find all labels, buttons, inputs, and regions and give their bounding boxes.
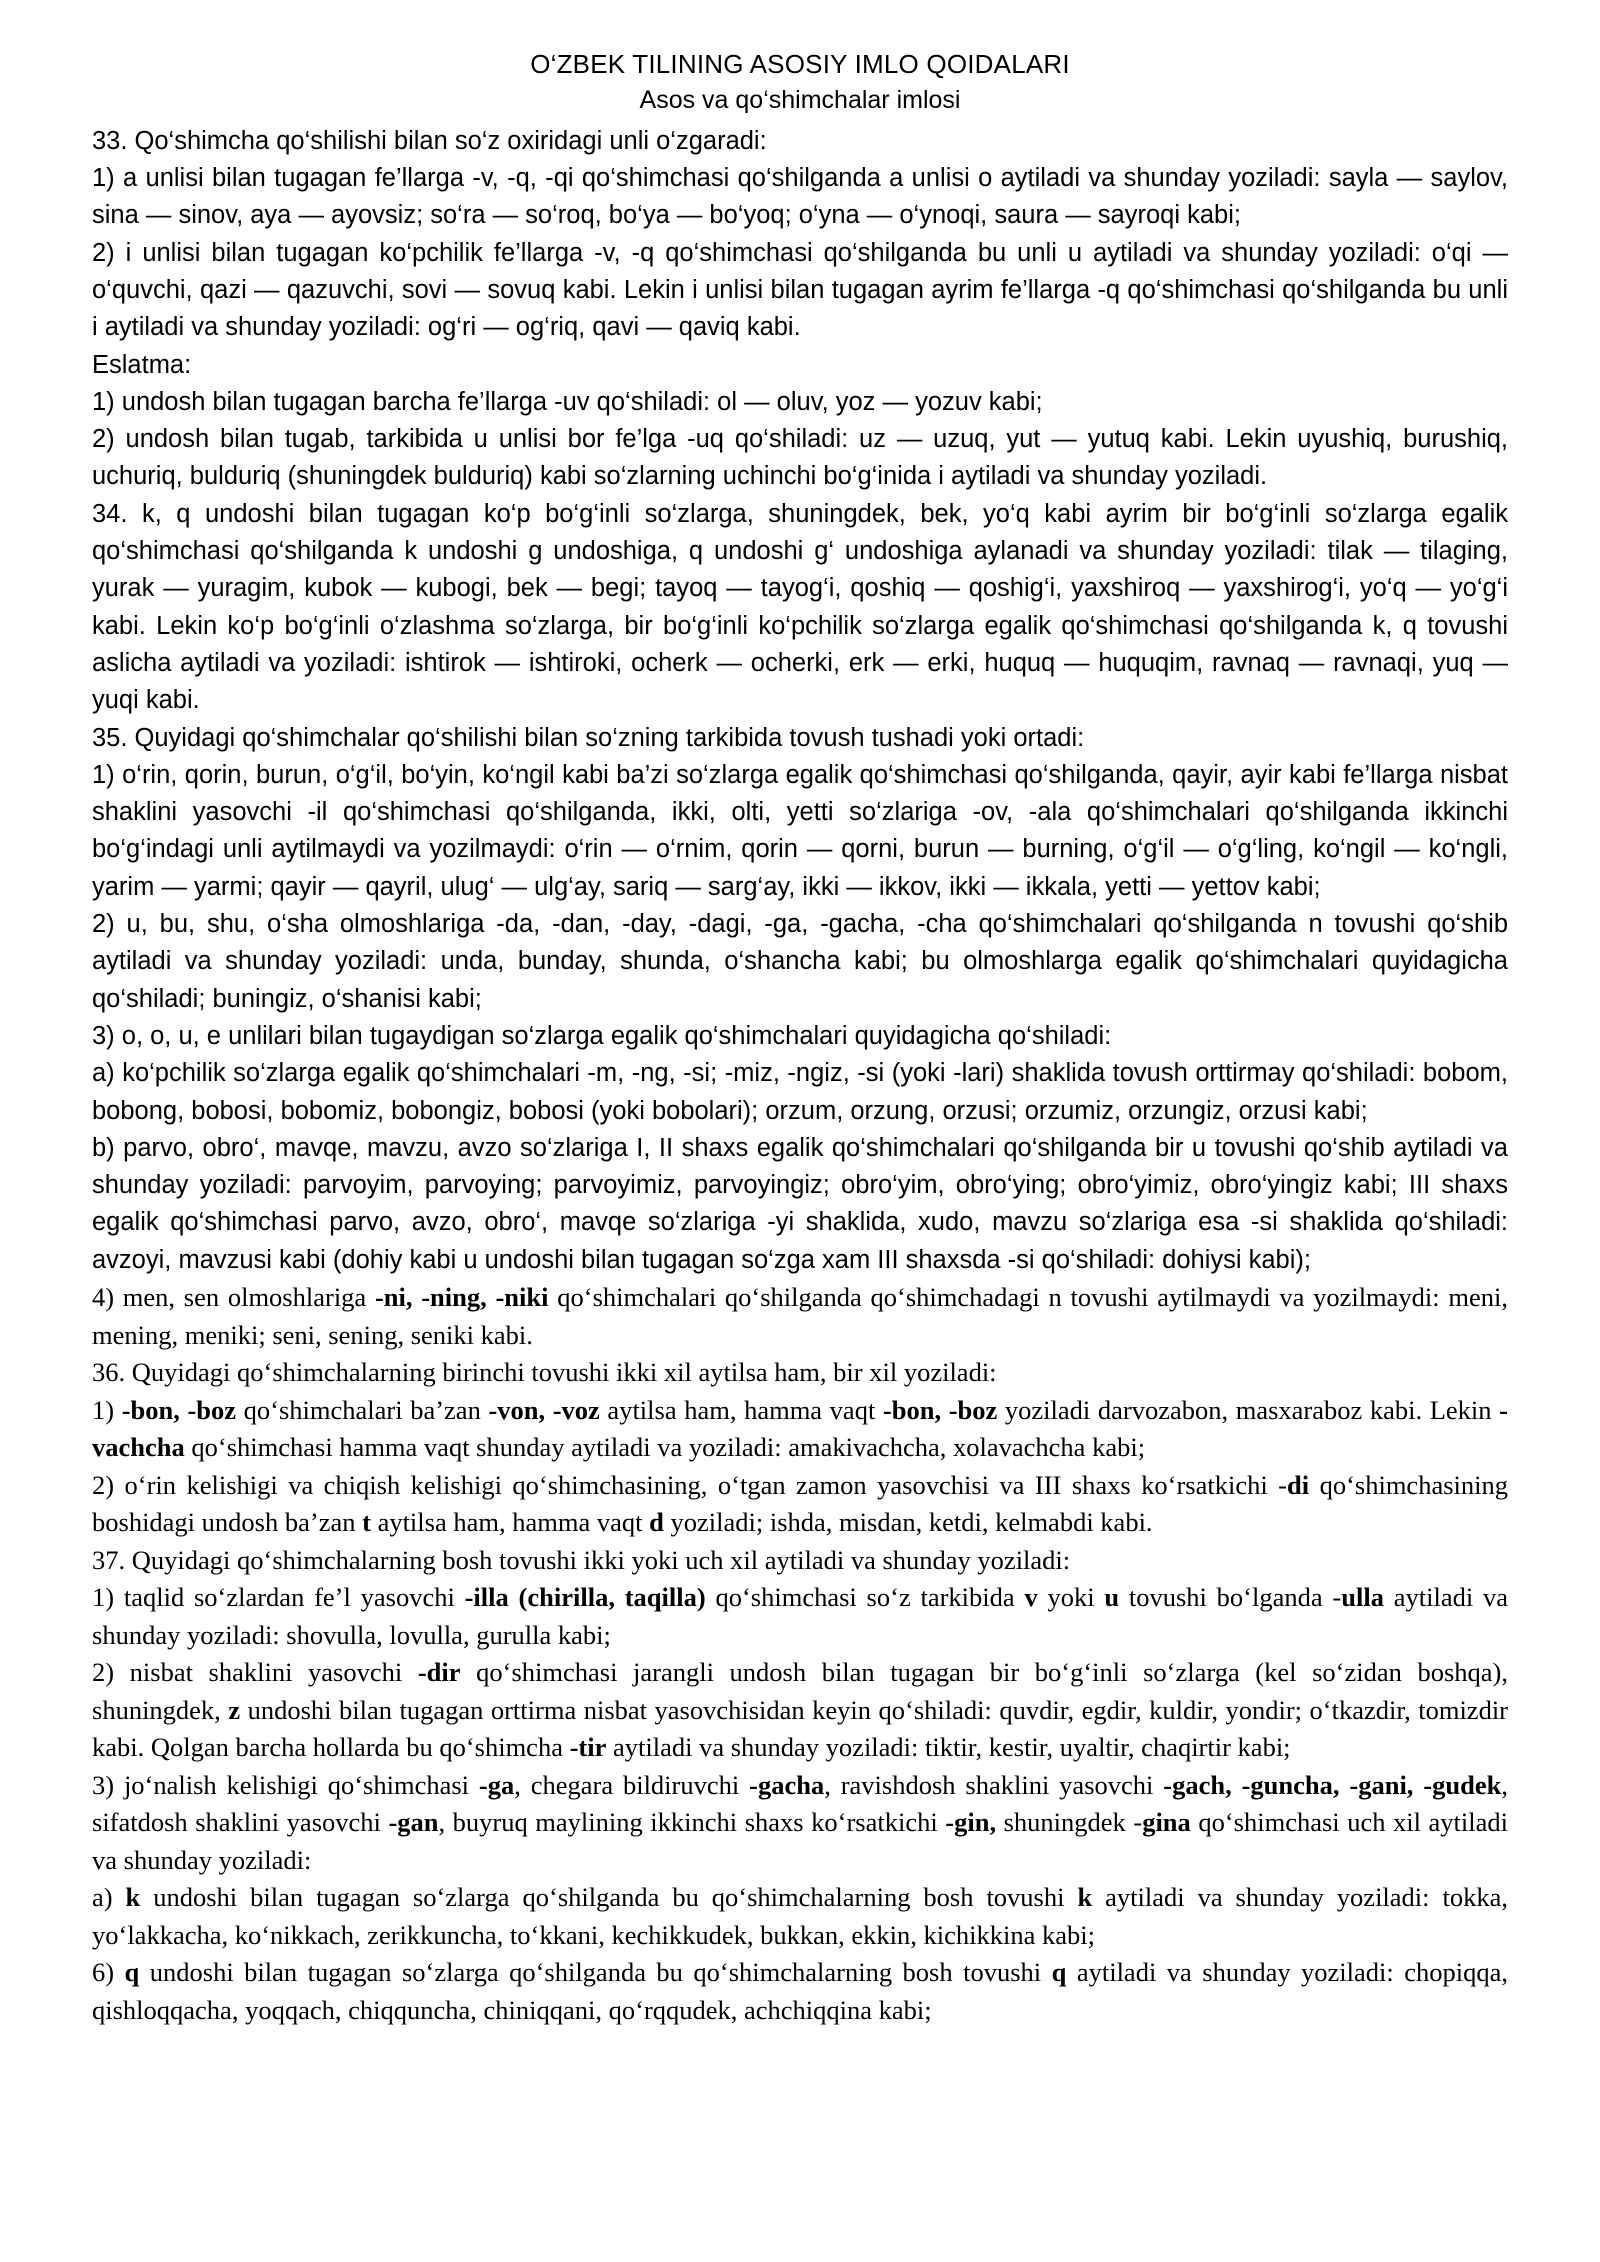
text-run: shuningdek - [996, 1807, 1143, 1837]
text-run: 3) jo‘nalish kelishigi qo‘shimchasi [92, 1769, 479, 1800]
bold-run: -ni, -ning, -niki [374, 1282, 549, 1312]
text-run: qo‘shimchasi jarangli undosh bilan tugagan bir bo‘g‘inli so‘zlarga (kel so‘zidan boshqa), shuningdek, [92, 1657, 1508, 1725]
text-run: qo‘shimchasi hamma vaqt shunday aytiladi va yoziladi: amakivachcha, xolavachcha kabi; [184, 1432, 1146, 1462]
text-run: qo‘shimchasi so‘z tarkibida [705, 1582, 1025, 1612]
bold-run: -dir [417, 1657, 461, 1687]
paragraph-35-3b: b) parvo, obro‘, mavqe, mavzu, avzo so‘zlariga I, II shaxs egalik qo‘shimchalari qo‘shilganda bir u tovushi qo‘shib aytiladi va shunday yoziladi: parvoyim, parvoying; parvoyimiz, parvoyingiz; obro‘yim, obro‘ying; obro‘yimiz, obro‘yingiz kabi; III shaxs egalik qo‘shimchasi parvo, avzo, obro‘, mavqe so‘zlariga -yi shaklida, xudo, mavzu so‘zlariga esa -si shaklida qo‘shiladi: avzoyi, mavzusi kabi (dohiy kabi u undoshi bilan tugagan so‘zga xam III shaxsda -si qo‘shiladi: dohiysi kabi); [92, 1133, 1508, 1274]
text-run: yoziladi; ishda, misdan, ketdi, kelmabdi kabi. [663, 1507, 1153, 1537]
bold-run: -bon, -boz [882, 1394, 998, 1425]
paragraph-37-1 [92, 1579, 1508, 1654]
bold-run: -gacha [749, 1769, 825, 1800]
text-run: qo‘shimchasining boshidagi undosh ba’zan [92, 1469, 1508, 1537]
paragraph-35-2: 2) u, bu, shu, o‘sha olmoshlariga -da, -dan, -day, -dagi, -ga, -gacha, -cha qo‘shimchalari qo‘shilganda n tovushi qo‘shib aytiladi va shunday yoziladi: unda, bunday, shunda, o‘shancha kabi; bu olmoshlarga egalik qo‘shimchalari quyidagicha qo‘shiladi; buningiz, o‘shanisi kabi; [92, 910, 1508, 1013]
paragraph-35-3a: a) ko‘pchilik so‘zlarga egalik qo‘shimchalari -m, -ng, -si; -miz, -ngiz, -si (yoki -lari) shaklida tovush orttirmay qo‘shiladi: bobom, bobong, bobosi, bobomiz, bobongiz, bobosi (yoki bobolari); orzum, orzung, orzusi; orzumiz, orzungiz, orzusi kabi; [92, 1059, 1508, 1125]
paragraph-37-6 [92, 1954, 1508, 2029]
eslatma-label: Eslatma: [92, 350, 192, 379]
text-run: 2) nisbat shaklini yasovchi [92, 1657, 418, 1687]
text-run: qo‘shimchalari ba’zan [236, 1394, 489, 1425]
text-run: , chegara bildiruvchi [514, 1769, 750, 1800]
text-run: , buyruq maylining ikkinchi shaxs ko‘rsatkichi [438, 1807, 946, 1837]
bold-run: u [1104, 1582, 1120, 1612]
eslatma-item-1: 1) undosh bilan tugagan barcha fe’llarga -uv qo‘shiladi: ol — oluv, yoz — yozuv kabi; [92, 387, 1043, 416]
bold-run: k [1077, 1882, 1093, 1912]
text-run: aytilsa ham, hamma vaqt [370, 1507, 650, 1537]
text-run: 1) taqlid so‘zlardan fe’l yasovchi [92, 1582, 465, 1612]
paragraph-36-heading: 36. Quyidagi qo‘shimchalarning birinchi tovushi ikki xil aytilsa ham, bir xil yoziladi: [92, 1357, 997, 1387]
paragraph-35-1: 1) o‘rin, qorin, burun, o‘g‘il, bo‘yin, ko‘ngil kabi ba’zi so‘zlarga egalik qo‘shimchasi qo‘shilganda, qayir, ayir kabi fe’llarga nisbat shaklini yasovchi -il qo‘shimchasi qo‘shilganda, ikki, olti, yetti so‘zlariga -ov, -ala qo‘shimchalari qo‘shilganda ikkinchi bo‘g‘indagi unli aytilmaydi va yozilmaydi: o‘rin — o‘rnim, qorin — qorni, burun — burning, o‘g‘il — o‘g‘ling, ko‘ngil — ko‘ngli, yarim — yarmi; qayir — qayril, ulug‘ — ulg‘ay, sariq — sarg‘ay, ikki — ikkov, ikki — ikkala, yetti — yettov kabi; [92, 760, 1508, 901]
text-run: aytilsa ham, hamma vaqt [599, 1394, 883, 1425]
bold-run: gina [1142, 1807, 1191, 1837]
paragraph-37-2 [92, 1654, 1508, 1767]
bold-run: -bon, -boz [121, 1394, 237, 1425]
paragraph-34: 34. k, q undoshi bilan tugagan ko‘p bo‘g‘inli so‘zlarga, shuningdek, bek, yo‘q kabi ayrim bir bo‘g‘inli so‘zlarga egalik qo‘shimchasi qo‘shilganda k undoshi g undoshiga, q undoshi g‘ undoshiga aylanadi va shunday yoziladi: tilak — tilaging, yurak — yuragim, kubok — kubogi, bek — begi; tayoq — tayog‘i, qoshiq — qoshig‘i, yaxshiroq — yaxshirog‘i, yo‘q — yo‘g‘i kabi. Lekin ko‘p bo‘g‘inli o‘zlashma so‘zlarga, bir bo‘g‘inli ko‘pchilik so‘zlarga egalik qo‘shimchasi qo‘shilganda k, q tovushi aslicha aytiladi va yoziladi: ishtirok — ishtiroki, ocherk — ocherki, erk — erki, huquq — huquqim, ravnaq — ravnaqi, yuq — yuqi kabi. [92, 499, 1508, 715]
paragraph-35-3: 3) o, o, u, e unlilari bilan tugaydigan so‘zlarga egalik qo‘shimchalari quyidagicha qo‘shiladi: [92, 1021, 1112, 1050]
bold-run: -gach, -guncha, -gani, -gudek [1163, 1769, 1502, 1800]
text-run: qo‘shimchasi uch xil aytiladi va shunday yoziladi: [92, 1807, 1508, 1875]
bold-run: t [362, 1507, 371, 1537]
page-subtitle: Asos va qo‘shimchalar imlosi [639, 85, 961, 114]
bold-run: z [228, 1694, 241, 1725]
bold-run: -gin, [945, 1807, 997, 1837]
text-run: , sifatdosh shaklini yasovchi [92, 1769, 1508, 1837]
bold-run: v [1024, 1582, 1038, 1612]
text-run: , ravishdosh shaklini yasovchi [824, 1769, 1164, 1800]
bold-run: -illa (chirilla, taqilla) [464, 1582, 706, 1612]
text-run: undoshi bilan tugagan orttirma nisbat yasovchisidan keyin qo‘shiladi: quvdir, egdir, kuldir, yondir; o‘tkazdir, tomizdir kabi. Qolgan barcha hollarda bu qo‘shimcha [92, 1694, 1509, 1762]
text-run: a) [92, 1882, 126, 1912]
paragraph-35-heading: 35. Quyidagi qo‘shimchalar qo‘shilishi bilan so‘zning tarkibida tovush tushadi yoki ortadi: [92, 723, 1085, 752]
paragraph-36-2 [92, 1467, 1508, 1542]
paragraph-37-heading: 37. Quyidagi qo‘shimchalarning bosh tovushi ikki yoki uch xil aytiladi va shunday yoziladi: [92, 1544, 1071, 1575]
serif-body-block [92, 1279, 1508, 2029]
text-run: 1) [92, 1394, 122, 1425]
bold-run: k [125, 1882, 141, 1912]
text-run: tovushi bo‘lganda - [1119, 1582, 1342, 1612]
bold-run: -ga [478, 1769, 515, 1800]
bold-run: -vachcha [92, 1394, 1508, 1462]
paragraph-37-3a [92, 1879, 1508, 1954]
eslatma-item-2: 2) undosh bilan tugab, tarkibida u unlisi bor fe’lga -uq qo‘shiladi: uz — uzuq, yut — yutuq kabi. Lekin uyushiq, burushiq, uchuriq, bulduriq (shuningdek bulduriq) kabi so‘zlarning uchinchi bo‘g‘inida i aytiladi va shunday yoziladi. [92, 425, 1508, 491]
bold-run: -tir [569, 1732, 607, 1762]
text-run: aytiladi va shunday yoziladi: shovulla, lovulla, gurulla kabi; [92, 1582, 1508, 1650]
text-run: aytiladi va shunday yoziladi: tokka, yo‘lakkacha, ko‘nikkach, zerikkuncha, to‘kkani, kechikkudek, bukkan, ekkin, kichikkina kabi; [92, 1882, 1508, 1950]
bold-run: q [1051, 1957, 1067, 1987]
text-run: aytiladi va shunday yoziladi: tiktir, kestir, uyaltir, chaqirtir kabi; [606, 1732, 1291, 1762]
paragraph-35-4 [92, 1279, 1508, 1354]
paragraph-33-1: 1) a unlisi bilan tugagan fe’llarga -v, -q, -qi qo‘shimchasi qo‘shilganda a unlisi o aytiladi va shunday yoziladi: sayla — saylov, sina — sinov, aya — ayovsiz; so‘ra — so‘roq, bo‘ya — bo‘yoq; o‘yna — o‘ynoqi, saura — sayroqi kabi; [92, 164, 1508, 230]
text-run: 4) men, sen olmoshlariga [92, 1282, 375, 1312]
text-run: 2) o‘rin kelishigi va chiqish kelishigi qo‘shimchasining, o‘tgan zamon yasovchisi va III shaxs ko‘rsatkichi - [92, 1469, 1288, 1500]
bold-run: -von, -voz [488, 1394, 600, 1425]
paragraph-36-1 [92, 1392, 1508, 1467]
text-run: undoshi bilan tugagan so‘zlarga qo‘shilganda bu qo‘shimchalarning bosh tovushi [139, 1957, 1052, 1987]
page-title: O‘ZBEK TILINING ASOSIY IMLO QOIDALARI [530, 49, 1070, 79]
text-run: yoki [1037, 1582, 1105, 1612]
text-run: aytiladi va shunday yoziladi: chopiqqa, qishloqqacha, yoqqach, chiqquncha, chiniqqani, qo‘rqqudek, achchiqqina kabi; [92, 1957, 1508, 2025]
sans-body-block [92, 123, 1508, 1279]
paragraph-37-3 [92, 1767, 1508, 1880]
bold-run: di [1287, 1469, 1310, 1500]
bold-run: ulla [1341, 1582, 1384, 1612]
paragraph-33-2: 2) i unlisi bilan tugagan ko‘pchilik fe’llarga -v, -q qo‘shimchasi qo‘shilganda bu unli u aytiladi va shunday yoziladi: o‘qi — o‘quvchi, qazi — qazuvchi, sovi — sovuq kabi. Lekin i unlisi bilan tugagan ayrim fe’llarga -q qo‘shimchasi qo‘shilganda bu unli i aytiladi va shunday yoziladi: og‘ri — og‘riq, qavi — qaviq kabi. [92, 238, 1508, 342]
bold-run: d [649, 1507, 664, 1537]
paragraph-33-heading: 33. Qo‘shimcha qo‘shilishi bilan so‘z oxiridagi unli o‘zgaradi: [92, 126, 767, 155]
text-run: undoshi bilan tugagan so‘zlarga qo‘shilganda bu qo‘shimchalarning bosh tovushi [140, 1882, 1078, 1912]
bold-run: -gan [388, 1807, 439, 1837]
bold-run: q [124, 1957, 140, 1987]
text-run: qo‘shimchalari qo‘shilganda qo‘shimchadagi n tovushi aytilmaydi va yozilmaydi: meni, mening, meniki; seni, sening, seniki kabi. [92, 1282, 1508, 1350]
text-run: yoziladi darvozabon, masxaraboz kabi. Lekin [997, 1394, 1500, 1425]
text-run: 6) [92, 1957, 125, 1987]
